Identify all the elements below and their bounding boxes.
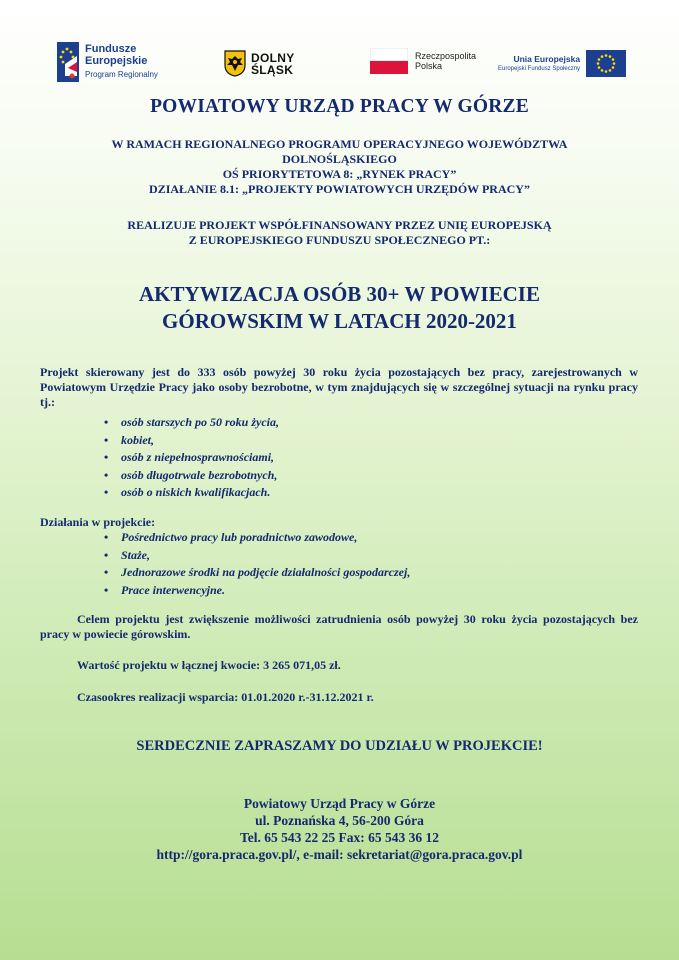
contact-web: http://gora.praca.gov.pl/, e-mail: sekretariat@gora.praca.gov.pl	[156, 847, 523, 862]
dolny-slask-text	[251, 52, 295, 76]
logo-bar	[0, 40, 679, 90]
project-description: Projekt skierowany jest do 333 osób powyżej 30 roku życia pozostających bez pracy, zarejestrowanych w Powiatowym Urzędzie Pracy jako osoby bezrobotne, w tym znajdujących się w szczególnej sytuacji na rynku pracy tj.:	[40, 365, 638, 409]
target-groups-list	[104, 414, 279, 502]
intro-line: DOLNOŚLĄSKIEGO	[282, 152, 397, 166]
eu-flag-icon	[586, 50, 626, 77]
project-value: Wartość projektu w łącznej kwocie: 3 265 071,05 zł.	[77, 658, 341, 672]
list-item: • Pośrednictwo pracy lub poradnictwo zawodowe,	[104, 529, 410, 547]
actions-list	[104, 529, 410, 599]
actions-label: Działania w projekcie:	[40, 515, 156, 529]
list-item: • Prace interwencyjne.	[104, 582, 410, 600]
dolny-slask-eagle-shield-icon	[224, 50, 246, 77]
intro2-line: REALIZUJE PROJEKT WSPÓŁFINANSOWANY PRZEZ UNIĘ EUROPEJSKĄ	[127, 218, 552, 232]
list-item: • osób starszych po 50 roku życia,	[104, 414, 279, 432]
ds-logo-line2: ŚLĄSK	[251, 62, 294, 77]
project-title	[0, 281, 679, 335]
fe-logo-line2: Europejskie	[85, 55, 148, 67]
program-intro	[0, 137, 679, 197]
intro-line: DZIAŁANIE 8.1: „PROJEKTY POWIATOWYCH URZĘDÓW PRACY”	[149, 182, 530, 196]
ds-logo-line1: DOLNY	[251, 50, 295, 65]
ue-logo-line1: Unia Europejska	[513, 53, 581, 64]
fundusze-europejskie-logo	[57, 42, 158, 82]
contact-phone: Tel. 65 543 22 25 Fax: 65 543 36 12	[240, 830, 439, 845]
intro-line: W RAMACH REGIONALNEGO PROGRAMU OPERACYJNEGO WOJEWÓDZTWA	[111, 137, 568, 151]
list-item: • kobiet,	[104, 432, 279, 450]
ue-logo-line2: Europejski Fundusz Społeczny	[498, 65, 581, 72]
intro-line: OŚ PRIORYTETOWA 8: „RYNEK PRACY”	[222, 167, 457, 181]
polish-flag-icon	[370, 48, 408, 74]
contact-address: ul. Poznańska 4, 56-200 Góra	[255, 813, 424, 828]
list-item: • Staże,	[104, 547, 410, 565]
list-item: • osób z niepełnosprawnościami,	[104, 449, 279, 467]
list-item: • osób długotrwale bezrobotnych,	[104, 467, 279, 485]
invitation-heading: SERDECZNIE ZAPRASZAMY DO UDZIAŁU W PROJEKCIE!	[136, 738, 543, 754]
intro2-line: Z EUROPEJSKIEGO FUNDUSZU SPOŁECZNEGO PT.:	[188, 233, 491, 247]
contact-name: Powiatowy Urząd Pracy w Górze	[243, 796, 436, 811]
fundusze-europejskie-emblem-icon	[57, 42, 79, 82]
page-title: POWIATOWY URZĄD PRACY W GÓRZE	[150, 96, 529, 117]
list-item: • Jednorazowe środki na podjęcie działalności gospodarczej,	[104, 564, 410, 582]
list-item: • osób o niskich kwalifikacjach.	[104, 484, 279, 502]
rp-logo-line1: Rzeczpospolita	[415, 51, 477, 61]
unia-europejska-text	[498, 54, 580, 74]
fe-logo-line3: Program Regionalny	[85, 70, 158, 79]
project-title-line: AKTYWIZACJA OSÓB 30+ W POWIECIE	[139, 282, 540, 306]
project-title-line: GÓROWSKIM W LATACH 2020-2021	[162, 309, 517, 333]
fundusze-europejskie-text	[85, 43, 158, 81]
fe-logo-line1: Fundusze	[85, 43, 137, 55]
dolny-slask-logo	[224, 50, 295, 77]
project-period: Czasookres realizacji wsparcia: 01.01.2020 r.-31.12.2021 r.	[77, 690, 374, 704]
project-goal: Celem projektu jest zwiększenie możliwości zatrudnienia osób powyżej 30 roku życia pozostających bez pracy w powiecie górowskim.	[40, 612, 638, 641]
rzeczpospolita-polska-text	[415, 51, 476, 71]
rp-logo-line2: Polska	[415, 61, 443, 71]
unia-europejska-logo	[498, 50, 626, 77]
rzeczpospolita-polska-logo	[370, 48, 476, 74]
contact-block	[0, 795, 679, 863]
cofinancing-intro	[0, 218, 679, 248]
